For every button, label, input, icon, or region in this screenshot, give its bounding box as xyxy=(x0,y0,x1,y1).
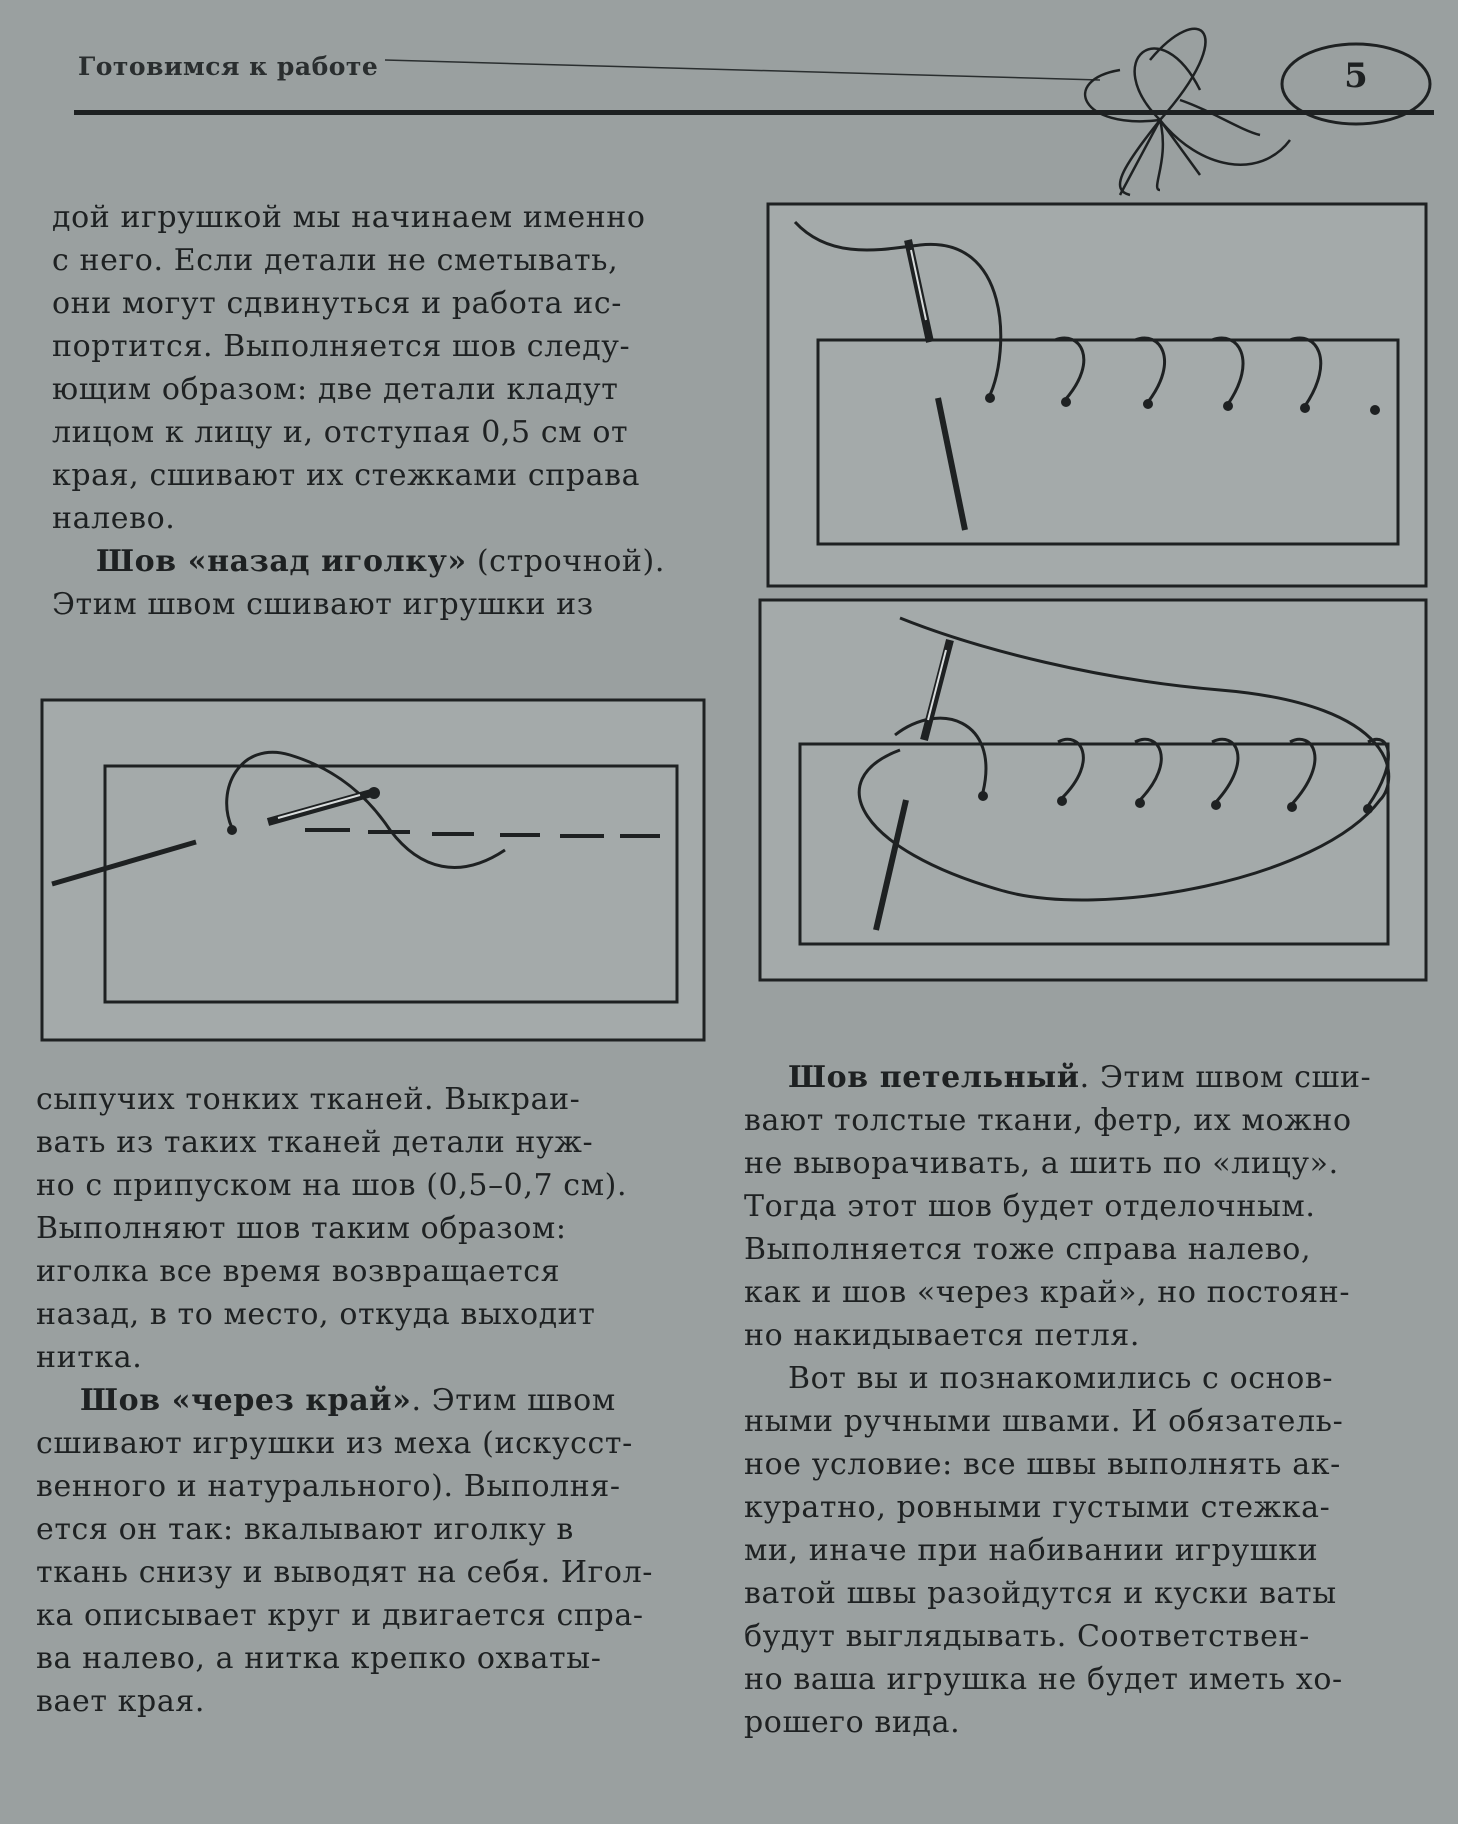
backstitch-title: Шов «назад иголку» xyxy=(96,544,467,579)
text-line: ва налево, а нитка крепко охваты- xyxy=(36,1641,602,1676)
diagram-outer-frame xyxy=(42,700,704,1040)
text-line: назад, в то место, откуда выходит xyxy=(36,1297,596,1332)
text-line: ткань снизу и выводят на себя. Игол- xyxy=(36,1555,653,1590)
overcast-heading-line xyxy=(36,1379,704,1422)
text-line: они могут сдвинуться и работа ис- xyxy=(52,286,622,321)
text-line: Выполняется тоже справа налево, xyxy=(744,1232,1312,1267)
text-line: куратно, ровными густыми стежка- xyxy=(744,1490,1331,1525)
backstitch-lead: (строчной). xyxy=(466,544,665,579)
overcast-lead: . Этим швом xyxy=(411,1383,616,1418)
text-line: будут выглядывать. Соответствен- xyxy=(744,1619,1310,1654)
header-thick-rule xyxy=(74,110,1434,115)
text-line: вать из таких тканей детали нуж- xyxy=(36,1125,594,1160)
text-line: ными ручными швами. И обязатель- xyxy=(744,1404,1344,1439)
blanket-lead: . Этим швом сши- xyxy=(1079,1060,1372,1095)
text-line: сшивают игрушки из меха (искусст- xyxy=(36,1426,633,1461)
diagram-backstitch xyxy=(42,700,704,1040)
diagram-blanket-stitch xyxy=(760,600,1426,980)
text-line: вают толстые ткани, фетр, их можно xyxy=(744,1103,1352,1138)
text-line: края, сшивают их стежками справа xyxy=(52,458,641,493)
left-top-paragraph xyxy=(52,196,720,626)
text-line: ватой швы разойдутся и куски ваты xyxy=(744,1576,1337,1611)
text-line: ное условие: все швы выполнять ак- xyxy=(744,1447,1341,1482)
running-head: Готовимся к работе xyxy=(78,52,379,81)
text-line: портится. Выполняется шов следу- xyxy=(52,329,631,364)
text-line: Тогда этот шов будет отделочным. xyxy=(744,1189,1316,1224)
text-line: ка описывает круг и двигается спра- xyxy=(36,1598,644,1633)
text-line: дой игрушкой мы начинаем именно xyxy=(52,200,646,235)
text-line: нитка. xyxy=(36,1340,143,1375)
right-column-paragraphs xyxy=(744,1056,1420,1744)
text-line: ми, иначе при набивании игрушки xyxy=(744,1533,1319,1568)
text-line: рошего вида. xyxy=(744,1705,961,1740)
text-line: венного и натурального). Выполня- xyxy=(36,1469,621,1504)
text-line: не выворачивать, а шить по «лицу». xyxy=(744,1146,1339,1181)
diagram-outer-frame xyxy=(768,204,1426,586)
overcast-title: Шов «через край» xyxy=(80,1383,412,1418)
text-line: но накидывается петля. xyxy=(744,1318,1141,1353)
backstitch-heading-line xyxy=(52,540,720,583)
text-line: но с припуском на шов (0,5–0,7 см). xyxy=(36,1168,628,1203)
blanket-title: Шов петельный xyxy=(788,1060,1080,1095)
text-line: вает края. xyxy=(36,1684,205,1719)
text-line: налево. xyxy=(52,501,176,536)
text-line: лицом к лицу и, отступая 0,5 см от xyxy=(52,415,629,450)
blanket-heading-line xyxy=(744,1056,1420,1099)
text-line: Вот вы и познакомились с основ- xyxy=(788,1361,1334,1396)
text-line: с него. Если детали не сметывать, xyxy=(52,243,619,278)
left-bottom-paragraphs xyxy=(36,1078,704,1723)
page-number: 5 xyxy=(1344,56,1368,96)
text-line: ется он так: вкалывают иголку в xyxy=(36,1512,574,1547)
header-thin-rule xyxy=(385,60,1100,80)
text-line: Выполняют шов таким образом: xyxy=(36,1211,567,1246)
text-line: сыпучих тонких тканей. Выкраи- xyxy=(36,1082,581,1117)
text-line: ющим образом: две детали кладут xyxy=(52,372,619,407)
stitch-point xyxy=(227,825,237,835)
text-line: Этим швом сшивают игрушки из xyxy=(52,587,594,622)
text-line: но ваша игрушка не будет иметь хо- xyxy=(744,1662,1343,1697)
text-line: как и шов «через край», но постоян- xyxy=(744,1275,1351,1310)
text-line: иголка все время возвращается xyxy=(36,1254,561,1289)
diagram-overcast-stitch xyxy=(768,204,1426,586)
